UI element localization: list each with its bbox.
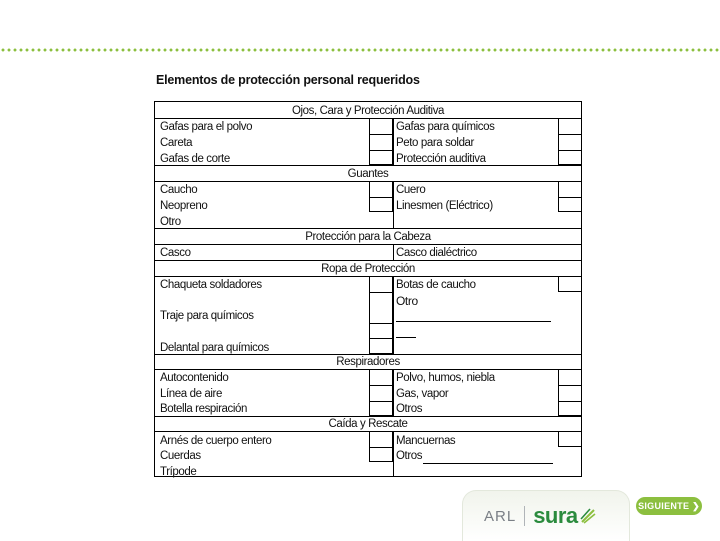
checkbox-column-right-respiradores[interactable]	[558, 369, 582, 416]
checkbox-column-left-ojos[interactable]	[369, 118, 393, 165]
section-header-caida: Caída y Rescate	[328, 418, 408, 430]
item-gafas-corte: Gafas de corte	[160, 153, 230, 165]
section-header-ojos: Ojos, Cara y Protección Auditiva	[291, 105, 445, 117]
sura-wing-icon	[580, 507, 596, 525]
item-linesmen: Linesmen (Eléctrico)	[396, 200, 493, 212]
item-neopreno: Neopreno	[160, 200, 208, 212]
item-cuerdas: Cuerdas	[160, 450, 201, 462]
next-button[interactable]: SIGUIENTE ❯	[636, 497, 702, 515]
dotted-separator	[0, 48, 720, 52]
item-cuero: Cuero	[396, 184, 426, 196]
section-header-ropa: Ropa de Protección	[321, 263, 415, 275]
item-careta: Careta	[160, 137, 193, 149]
checkbox-column-right-guantes[interactable]	[558, 181, 582, 212]
item-polvo-humos: Polvo, humos, niebla	[396, 372, 495, 384]
checkbox-column-left-respiradores[interactable]	[369, 369, 393, 416]
item-otro-ropa: Otro	[396, 294, 418, 308]
item-proteccion-auditiva: Protección auditiva	[396, 153, 486, 165]
item-otro-guantes: Otro	[160, 216, 181, 228]
ppe-form-table	[154, 101, 582, 477]
checkbox-column-left-ropa[interactable]	[369, 276, 393, 354]
item-otros-caida: Otros	[396, 450, 423, 462]
otro-ropa-line[interactable]	[396, 321, 551, 322]
checkbox-right-caida[interactable]	[558, 431, 582, 447]
item-delantal-quimicos: Delantal para químicos	[160, 342, 269, 354]
item-traje-quimicos: Traje para químicos	[160, 310, 254, 322]
item-caucho: Caucho	[160, 184, 198, 196]
page-title: Elementos de protección personal requeridos	[156, 73, 420, 87]
item-casco: Casco	[160, 247, 191, 259]
item-gas-vapor: Gas, vapor	[396, 388, 449, 400]
checkbox-column-right-ojos[interactable]	[558, 118, 582, 165]
checkbox-column-left-guantes[interactable]	[369, 181, 393, 212]
item-casco-dialectrico: Casco dialéctrico	[396, 247, 477, 259]
logo-sura-text: sura	[533, 503, 578, 528]
logo-divider	[524, 506, 525, 526]
section-header-guantes: Guantes	[347, 168, 389, 180]
item-botas-caucho: Botas de caucho	[396, 279, 476, 291]
item-tripode: Trípode	[160, 466, 197, 478]
checkbox-right-ropa[interactable]	[558, 276, 582, 292]
item-peto-soldar: Peto para soldar	[396, 137, 474, 149]
item-gafas-quimicos: Gafas para químicos	[396, 121, 495, 133]
item-chaqueta-soldadores: Chaqueta soldadores	[160, 279, 262, 291]
item-arnes: Arnés de cuerpo entero	[160, 435, 272, 447]
arl-sura-logo	[484, 500, 596, 532]
item-botella-respiracion: Botella respiración	[160, 403, 248, 415]
item-autocontenido: Autocontenido	[160, 372, 229, 384]
item-mancuernas: Mancuernas	[396, 435, 456, 447]
otro-ropa-line-2[interactable]	[396, 337, 416, 338]
logo-arl-text: ARL	[484, 507, 517, 525]
item-linea-aire: Línea de aire	[160, 388, 222, 400]
item-otros-respiradores: Otros	[396, 403, 423, 415]
section-header-respiradores: Respiradores	[336, 356, 400, 368]
section-header-cabeza: Protección para la Cabeza	[305, 231, 431, 243]
item-gafas-polvo: Gafas para el polvo	[160, 121, 253, 133]
checkbox-column-left-caida[interactable]	[369, 431, 393, 462]
otros-caida-line[interactable]	[423, 463, 553, 464]
